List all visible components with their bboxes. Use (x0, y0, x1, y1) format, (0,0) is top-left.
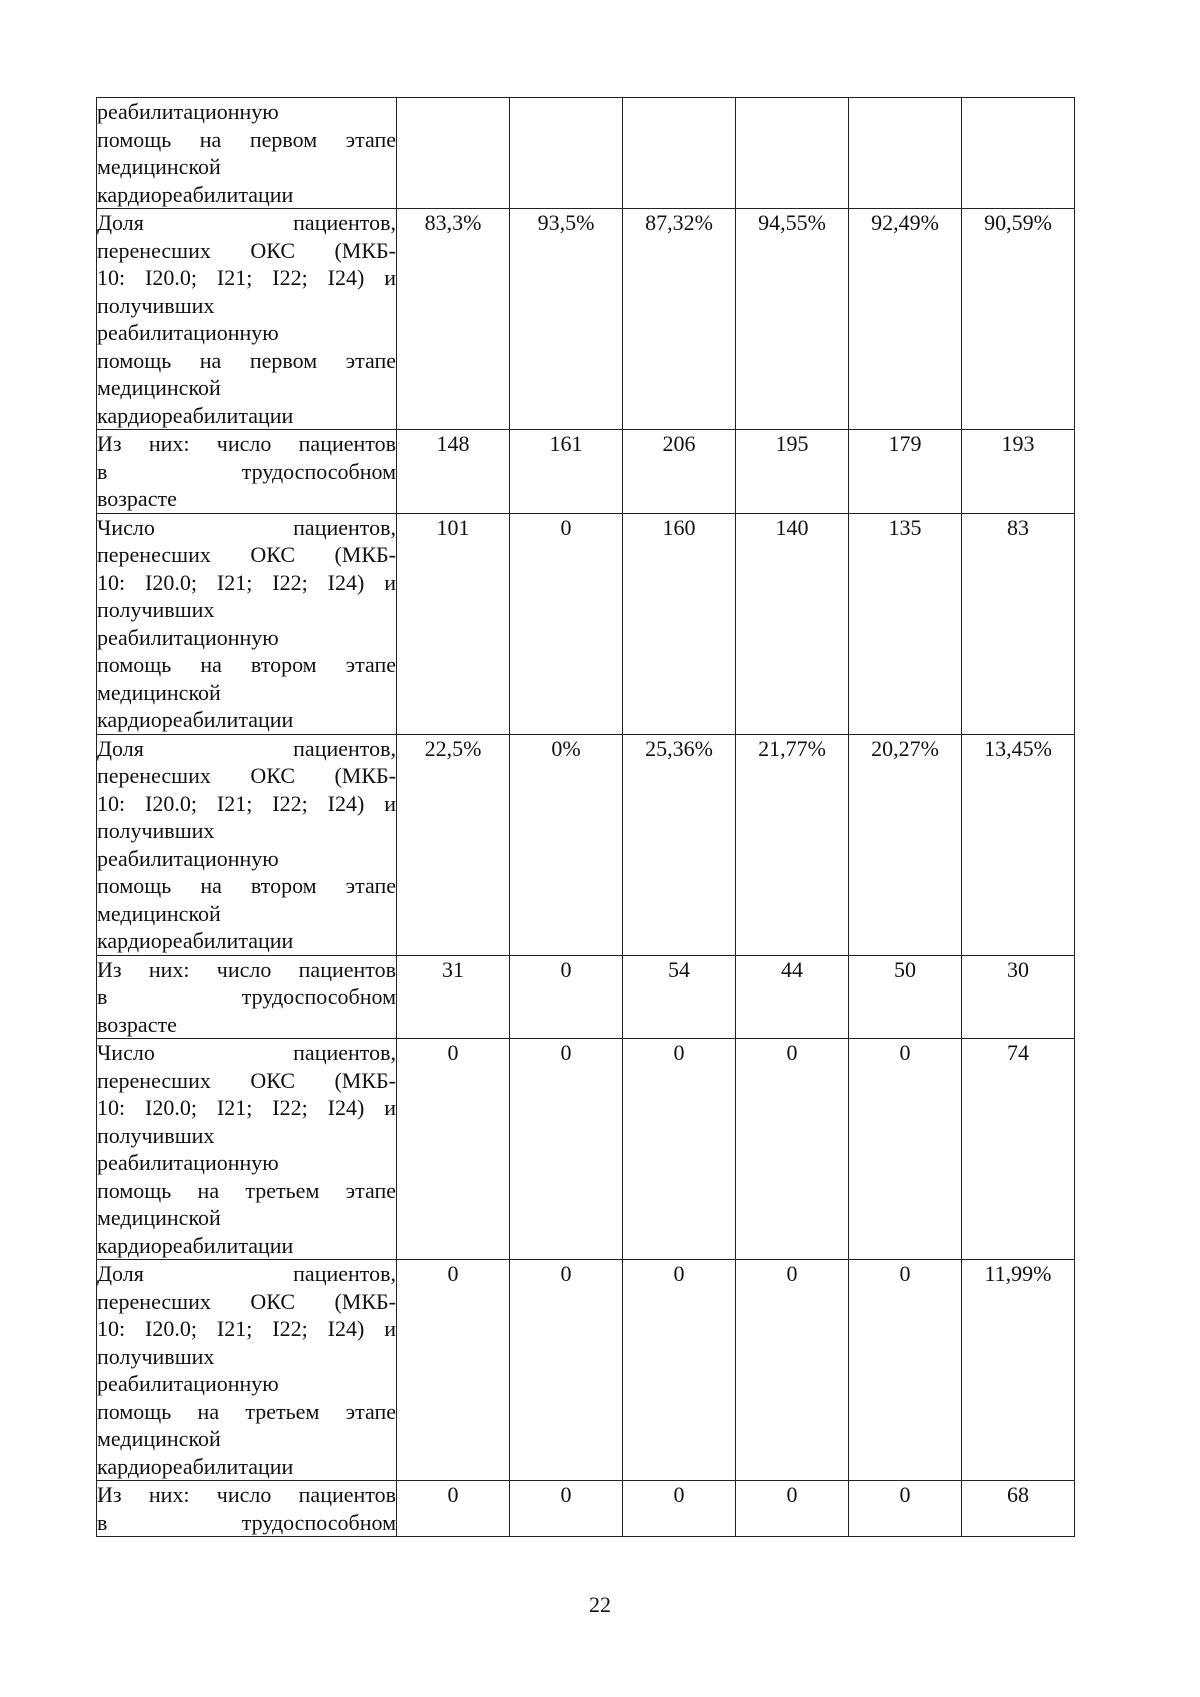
value-cell: 0 (510, 1260, 623, 1481)
table-row (97, 209, 1075, 430)
value-cell: 0 (849, 1481, 962, 1537)
value-cell: 0 (510, 1481, 623, 1537)
table-row (97, 734, 1075, 955)
row-label-line: медицинской (97, 679, 221, 705)
value-cell: 50 (849, 955, 962, 1039)
value-cell: 0 (510, 955, 623, 1039)
row-label-line: кардиореабилитации (97, 928, 294, 953)
row-label-line: реабилитационную (97, 99, 279, 124)
value-cell: 0 (849, 1039, 962, 1260)
value-cell: 195 (736, 430, 849, 514)
table-row (97, 1039, 1075, 1260)
row-label-line: Из них: число пациентов (97, 431, 396, 456)
value-cell (623, 98, 736, 209)
row-label-line: в трудоспособном (97, 984, 396, 1009)
row-label-line: реабилитационную (97, 1150, 279, 1175)
row-label-line: помощь на втором этапе (97, 873, 396, 898)
row-label-cell (97, 513, 397, 734)
row-label-line: кардиореабилитации (97, 402, 294, 428)
value-cell: 0 (510, 1039, 623, 1260)
table-body (97, 98, 1075, 1537)
value-cell: 0 (736, 1260, 849, 1481)
row-label-line: получивших (97, 1122, 215, 1148)
value-cell: 83 (962, 513, 1075, 734)
row-label-line: помощь на третьем этапе (97, 1398, 396, 1424)
row-label-line: помощь на втором этапе (97, 652, 396, 677)
value-cell: 20,27% (849, 734, 962, 955)
row-label-cell (97, 1039, 397, 1260)
value-cell: 0 (623, 1260, 736, 1481)
row-label-line: медицинской (97, 900, 221, 926)
row-label-line: получивших (97, 292, 215, 318)
value-cell: 0 (397, 1039, 510, 1260)
value-cell: 68 (962, 1481, 1075, 1537)
row-label-cell (97, 430, 397, 514)
value-cell: 31 (397, 955, 510, 1039)
value-cell: 74 (962, 1039, 1075, 1260)
row-label-line: получивших (97, 597, 215, 622)
row-label-line: перенесших ОКС (МКБ- (97, 1067, 396, 1093)
row-label-line: Из них: число пациентов (97, 1482, 396, 1507)
value-cell: 83,3% (397, 209, 510, 430)
value-cell (510, 98, 623, 209)
value-cell: 87,32% (623, 209, 736, 430)
row-label-line: получивших (97, 818, 215, 843)
row-label-line: медицинской (97, 1205, 221, 1230)
row-label-line: перенесших ОКС (МКБ- (97, 542, 396, 567)
value-cell: 13,45% (962, 734, 1075, 955)
value-cell: 0 (623, 1481, 736, 1537)
value-cell (962, 98, 1075, 209)
page-number: 22 (589, 1592, 611, 1617)
value-cell: 206 (623, 430, 736, 514)
value-cell: 92,49% (849, 209, 962, 430)
value-cell: 160 (623, 513, 736, 734)
value-cell: 25,36% (623, 734, 736, 955)
table-row (97, 1260, 1075, 1481)
row-label-line: кардиореабилитации (97, 707, 294, 732)
row-label-line: помощь на первом этапе (97, 126, 396, 152)
row-label-line: в трудоспособном (97, 1509, 396, 1535)
row-label-cell (97, 1260, 397, 1481)
row-label-line: медицинской (97, 154, 221, 179)
row-label-cell (97, 209, 397, 430)
row-label-line: перенесших ОКС (МКБ- (97, 763, 396, 788)
row-label-line: Число пациентов, (97, 1040, 396, 1065)
row-label-line: 10: I20.0; I21; I22; I24) и (97, 569, 396, 595)
row-label-line: Доля пациентов, (97, 735, 396, 761)
row-label-line: реабилитационную (97, 320, 279, 345)
row-label-line: медицинской (97, 1426, 221, 1451)
row-label-line: 10: I20.0; I21; I22; I24) и (97, 1316, 396, 1341)
value-cell: 161 (510, 430, 623, 514)
value-cell: 0 (397, 1481, 510, 1537)
row-label-cell (97, 1481, 397, 1537)
value-cell: 0 (849, 1260, 962, 1481)
value-cell: 0 (736, 1039, 849, 1260)
row-label-line: 10: I20.0; I21; I22; I24) и (97, 1095, 396, 1120)
value-cell: 135 (849, 513, 962, 734)
row-label-line: перенесших ОКС (МКБ- (97, 1288, 396, 1314)
value-cell: 21,77% (736, 734, 849, 955)
value-cell: 148 (397, 430, 510, 514)
row-label-line: 10: I20.0; I21; I22; I24) и (97, 265, 396, 290)
row-label-line: перенесших ОКС (МКБ- (97, 237, 396, 263)
value-cell: 93,5% (510, 209, 623, 430)
value-cell (397, 98, 510, 209)
value-cell: 54 (623, 955, 736, 1039)
row-label-line: кардиореабилитации (97, 1453, 294, 1479)
row-label-line: медицинской (97, 375, 221, 400)
value-cell: 0 (736, 1481, 849, 1537)
value-cell: 0 (397, 1260, 510, 1481)
value-cell: 179 (849, 430, 962, 514)
row-label-line: помощь на третьем этапе (97, 1177, 396, 1203)
value-cell: 44 (736, 955, 849, 1039)
value-cell (849, 98, 962, 209)
row-label-line: кардиореабилитации (97, 1232, 294, 1258)
row-label-line: кардиореабилитации (97, 181, 294, 207)
row-label-line: получивших (97, 1343, 215, 1369)
row-label-line: возрасте (97, 1011, 177, 1037)
table-row (97, 513, 1075, 734)
table-row (97, 955, 1075, 1039)
row-label-line: Доля пациентов, (97, 210, 396, 235)
row-label-cell (97, 734, 397, 955)
row-label-line: возрасте (97, 486, 177, 511)
value-cell (736, 98, 849, 209)
value-cell: 140 (736, 513, 849, 734)
table-row (97, 1481, 1075, 1537)
row-label-line: реабилитационную (97, 845, 279, 871)
value-cell: 193 (962, 430, 1075, 514)
row-label-line: Число пациентов, (97, 514, 396, 540)
value-cell: 0% (510, 734, 623, 955)
value-cell: 94,55% (736, 209, 849, 430)
table-row (97, 430, 1075, 514)
value-cell: 101 (397, 513, 510, 734)
value-cell: 22,5% (397, 734, 510, 955)
value-cell: 0 (510, 513, 623, 734)
row-label-line: Из них: число пациентов (97, 956, 396, 982)
row-label-line: Доля пациентов, (97, 1261, 396, 1286)
row-label-cell (97, 955, 397, 1039)
row-label-line: реабилитационную (97, 624, 279, 650)
row-label-line: помощь на первом этапе (97, 347, 396, 373)
row-label-line: в трудоспособном (97, 458, 396, 484)
value-cell: 0 (623, 1039, 736, 1260)
value-cell: 11,99% (962, 1260, 1075, 1481)
value-cell: 90,59% (962, 209, 1075, 430)
row-label-line: 10: I20.0; I21; I22; I24) и (97, 790, 396, 816)
row-label-line: реабилитационную (97, 1371, 279, 1396)
table-row (97, 98, 1075, 209)
statistics-table (96, 97, 1075, 1537)
row-label-cell (97, 98, 397, 209)
value-cell: 30 (962, 955, 1075, 1039)
